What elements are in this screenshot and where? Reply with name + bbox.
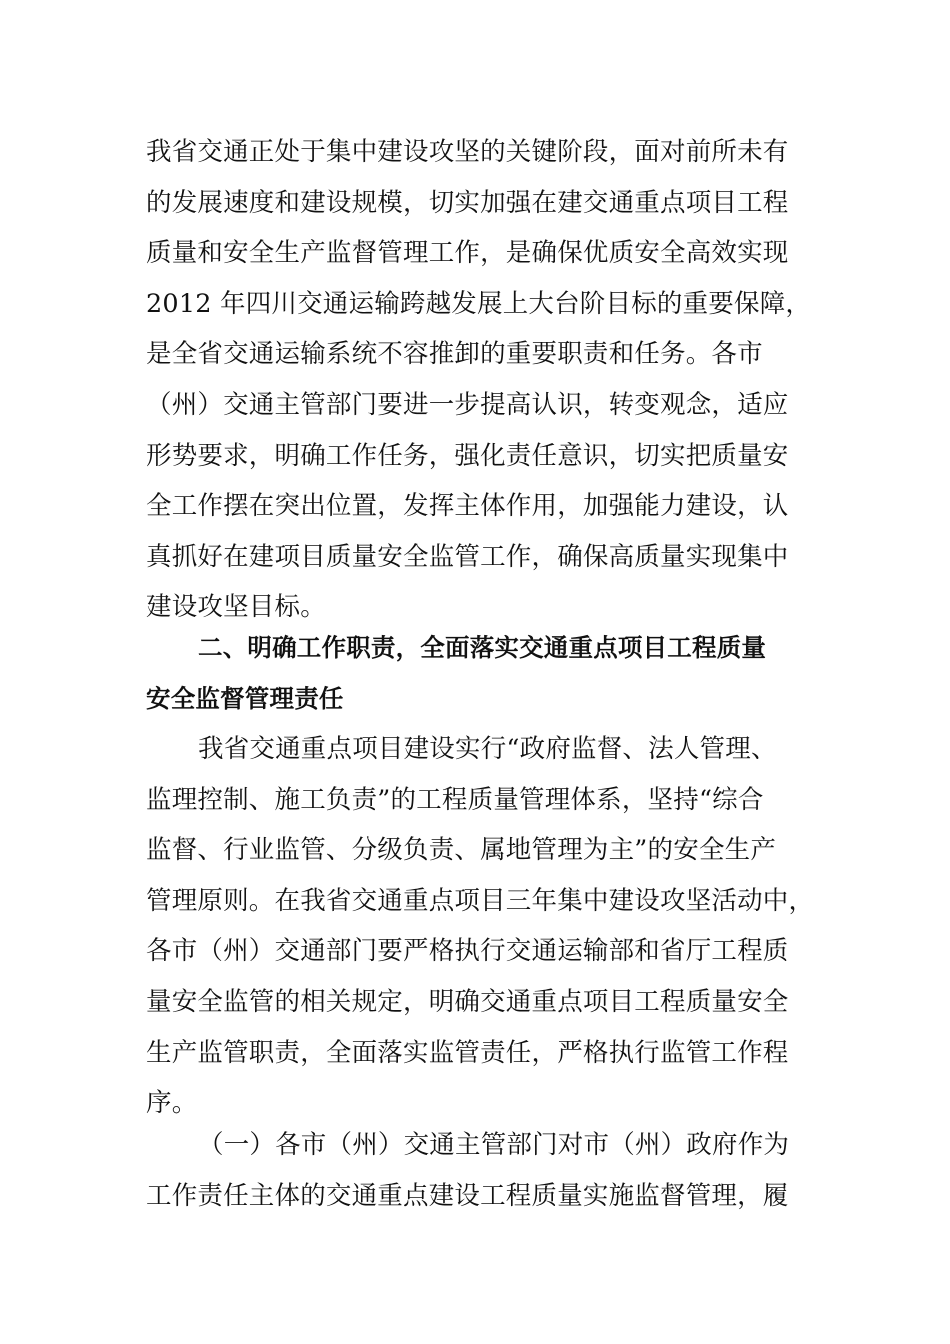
paragraph-line: 序。 xyxy=(146,1088,198,1119)
paragraph-line: 生产监管职责，全面落实监管责任，严格执行监管工作程 xyxy=(146,1037,789,1068)
paragraph-line: 各市（州）交通部门要严格执行交通运输部和省厅工程质 xyxy=(146,936,789,967)
paragraph-line: 工作责任主体的交通重点建设工程质量实施监督管理，履 xyxy=(146,1180,789,1211)
paragraph-line: 监理控制、施工负责”的工程质量管理体系，坚持“综合 xyxy=(146,784,764,815)
paragraph-line: 量安全监管的相关规定，明确交通重点项目工程质量安全 xyxy=(146,986,789,1017)
paragraph-line: （州）交通主管部门要进一步提高认识，转变观念，适应 xyxy=(146,389,789,420)
paragraph-2 xyxy=(146,724,815,1129)
paragraph-line: 我省交通重点项目建设实行“政府监督、法人管理、 xyxy=(198,734,777,764)
paragraph-line: 我省交通正处于集中建设攻坚的关键阶段，面对前所未有 xyxy=(146,137,789,167)
paragraph-line: 建设攻坚目标。 xyxy=(146,592,326,623)
section-heading-2 xyxy=(146,623,836,724)
heading-line: 安全监督管理责任 xyxy=(146,683,344,713)
paragraph-3 xyxy=(146,1120,811,1221)
paragraph-line: 管理原则。在我省交通重点项目三年集中建设攻坚活动中， xyxy=(146,885,815,916)
paragraph-line: 全工作摆在突出位置，发挥主体作用，加强能力建设，认 xyxy=(146,491,789,522)
heading-line: 二、明确工作职责，全面落实交通重点项目工程质量 xyxy=(198,633,767,662)
paragraph-line: （一）各市（州）交通主管部门对市（州）政府作为 xyxy=(198,1130,790,1160)
paragraph-line: 监督、行业监管、分级负责、属地管理为主”的安全生产 xyxy=(146,835,777,866)
paragraph-line: 的发展速度和建设规模，切实加强在建交通重点项目工程 xyxy=(146,187,789,218)
paragraph-line: 2012 年四川交通运输跨越发展上大台阶目标的重要保障， xyxy=(146,288,812,319)
paragraph-line: 形势要求，明确工作任务，强化责任意识，切实把质量安 xyxy=(146,440,789,471)
paragraph-line: 质量和安全生产监督管理工作，是确保优质安全高效实现 xyxy=(146,238,789,269)
paragraph-line: 是全省交通运输系统不容推卸的重要职责和任务。各市 xyxy=(146,339,763,370)
paragraph-line: 真抓好在建项目质量安全监管工作，确保高质量实现集中 xyxy=(146,541,789,572)
paragraph-1 xyxy=(146,127,811,633)
